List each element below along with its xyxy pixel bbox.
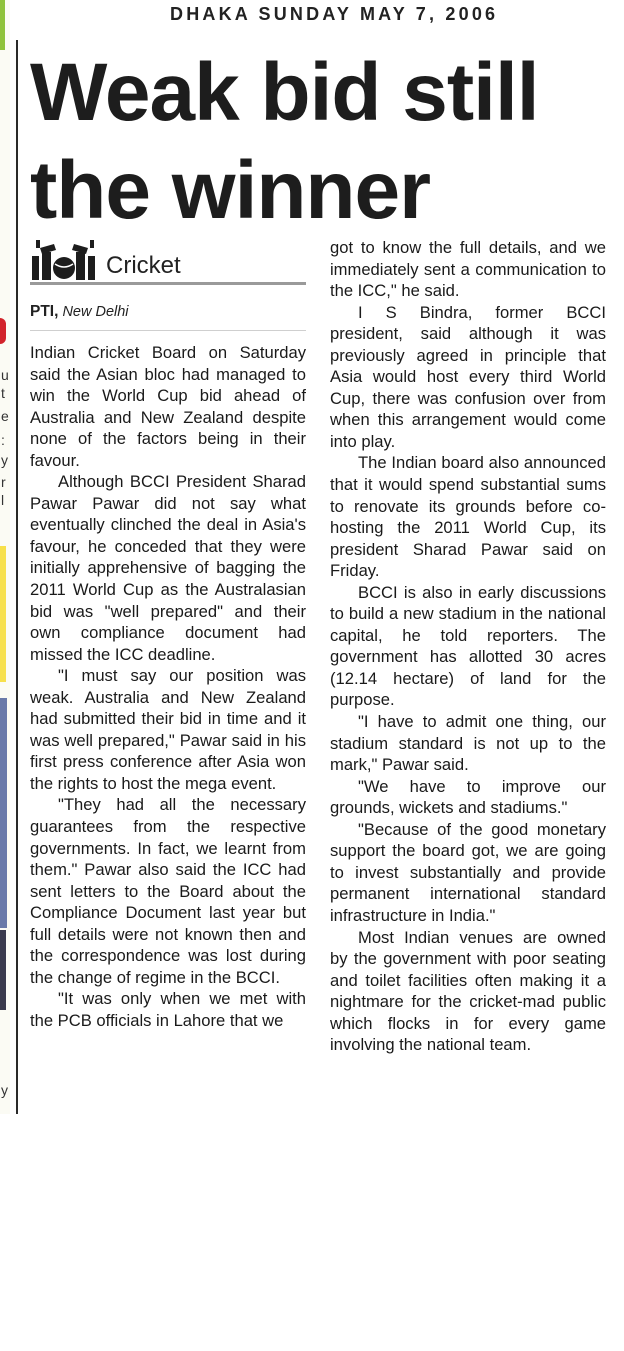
section-rule [30,282,306,285]
edge-color-strip [0,0,5,50]
edge-text: y [1,1082,8,1098]
article-paragraph: "They had all the necessary guarantees from the respective governments. In fact, we learnt from them." Pawar also said the ICC had sent letters to the Board about the Compliance Document last year but full details were not known then and the correspondence was lost during the change of regime in the BCCI. [30,795,306,987]
article-column-2 [330,237,606,1351]
byline-agency: PTI, [30,303,59,320]
headline [30,44,610,240]
article-paragraph: I S Bindra, former BCCI president, said although it was previously agreed in principle that Asia would host every third World Cup, there was confusion over from when this arrangement would come into play. [330,302,606,451]
article-paragraph: "I have to admit one thing, our stadium standard is not up to the mark," Pawar said. [330,712,606,775]
article-paragraph: "Because of the good monetary support the board got, we are going to invest substantially and provide permanent international standard infrastructure in India." [330,819,606,925]
article-paragraph: Although BCCI President Sharad Pawar Pawar did not say what eventually clinched the deal in Asia's favour, he conceded that they were initially apprehensive of bagging the 2011 World Cup as the Australasian bid was "well prepared" and their own compliance document had missed the ICC deadline. [30,472,306,664]
left-page-edge [0,0,10,1114]
edge-text: e [1,408,9,424]
column-rule [16,40,18,1114]
article-paragraph: "We have to improve our grounds, wickets and stadiums." [330,776,606,818]
byline [30,303,306,321]
article-paragraph: got to know the full details, and we immediately sent a communication to the ICC," he said. [330,238,606,301]
article-column-1 [30,342,306,1032]
edge-text: t [1,385,5,401]
article-paragraph: "It was only when we met with the PCB officials in Lahore that we [30,989,306,1030]
byline-rule [30,330,306,331]
headline-line: Weak bid still [30,47,539,138]
edge-color-strip [0,698,7,928]
cricket-bat-ball-icon [30,240,102,282]
article-paragraph: Most Indian venues are owned by the government with poor seating and toilet facilities often making it a nightmare for the cricket-mad public which flocks in for every game involving the national team. [330,927,606,1055]
article-paragraph: The Indian board also announced that it would spend substantial sums to renovate its grounds before co-hosting the 2011 World Cup, its president Sharad Pawar said on Friday. [330,453,606,581]
section-kicker [30,238,306,288]
edge-text: u [1,367,9,383]
edge-text: y [1,452,8,468]
article-paragraph: Indian Cricket Board on Saturday said the Asian bloc had managed to win the World Cup bid ahead of Australia and New Zealand despite none of the factors being in their favour. [30,343,306,470]
edge-color-strip [0,930,6,1010]
section-label: Cricket [106,252,181,279]
edge-text: : [1,432,5,448]
article-paragraph: BCCI is also in early discussions to build a new stadium in the national capital, he told reporters. The government has allotted 30 acres (12.14 hectare) of land for the purpose. [330,582,606,710]
byline-place: New Delhi [62,304,129,320]
edge-color-strip [0,546,6,682]
article-paragraph: "I must say our position was weak. Australia and New Zealand had submitted their bid in time and it was well prepared," Pawar said in his first press conference after Asia won the rights to host the mega event. [30,666,306,793]
dateline: DHAKA SUNDAY MAY 7, 2006 [170,4,499,24]
headline-line: the winner [30,145,431,236]
edge-text: r [1,474,6,490]
edge-text: l [1,492,5,508]
edge-color-strip [0,318,6,344]
